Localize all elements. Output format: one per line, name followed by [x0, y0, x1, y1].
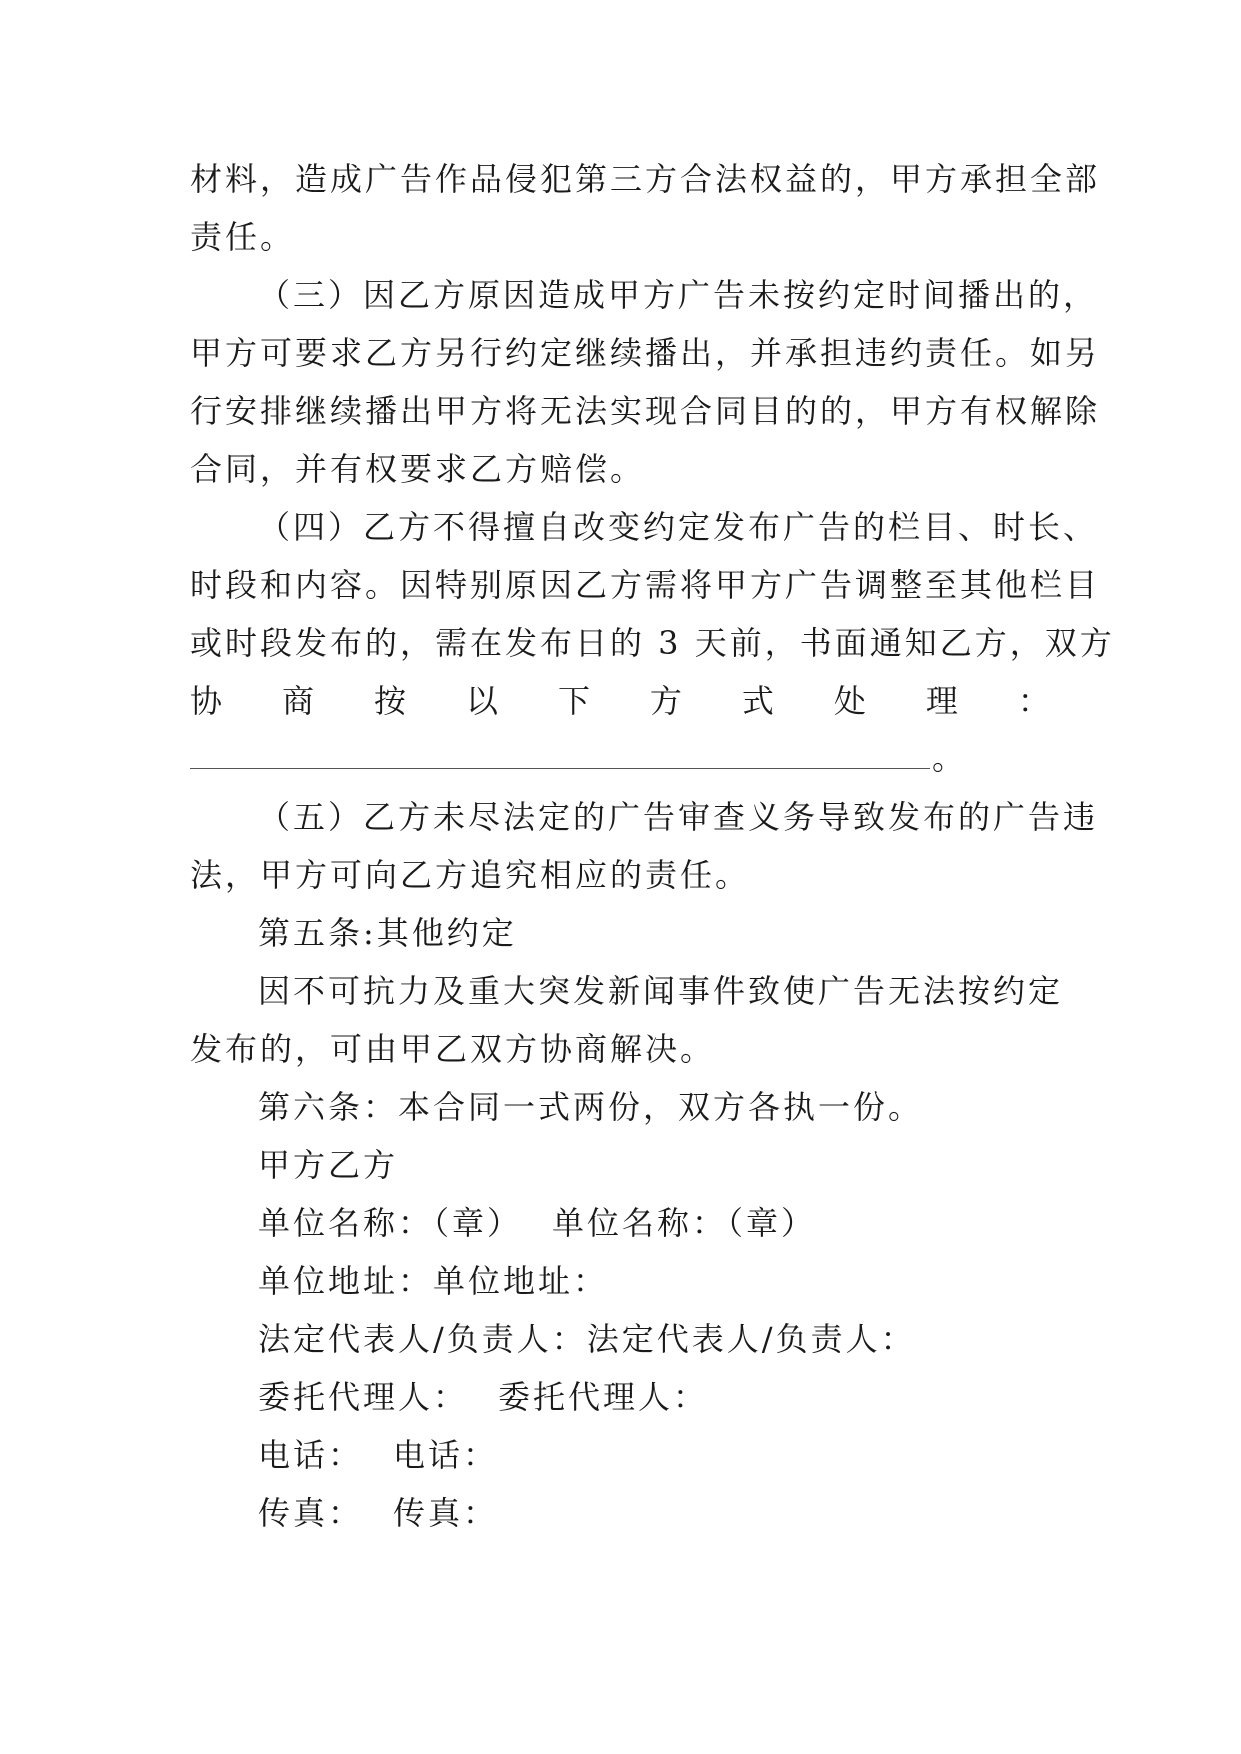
party-b-phone: 电话： [393, 1436, 499, 1474]
spread-char: ： [1017, 682, 1050, 720]
text-line: 合同，并有权要求乙方赔偿。 [190, 450, 646, 488]
spread-text-line [190, 672, 1050, 730]
text-line: 或时段发布的，需在发布日的 3 天前，书面通知乙方，双方 [190, 624, 1115, 662]
text-line: 甲方可要求乙方另行约定继续播出，并承担违约责任。如另 [190, 334, 1101, 372]
spread-char: 方 [649, 682, 682, 720]
text-line: 责任。 [190, 218, 296, 256]
clause-3-line: （三）因乙方原因造成甲方广告未按约定时间播出的， [258, 276, 1099, 314]
article-5-title: 第五条:其他约定 [258, 914, 517, 952]
clause-5-line: （五）乙方未尽法定的广告审查义务导致发布的广告违 [258, 798, 1099, 836]
blank-end-mark: 。 [932, 739, 965, 777]
signature-address: 单位地址：单位地址： [258, 1262, 609, 1300]
text-line: 时段和内容。因特别原因乙方需将甲方广告调整至其他栏目 [190, 566, 1101, 604]
signature-fax [190, 1484, 1050, 1542]
document-page [190, 150, 1115, 1542]
text-line: 发布的，可由甲乙双方协商解决。 [190, 1030, 716, 1068]
party-b-unit-name: 单位名称：（章） [552, 1204, 817, 1242]
signature-phone [190, 1426, 1050, 1484]
spread-char: 按 [373, 682, 406, 720]
party-b-agent: 委托代理人： [498, 1378, 709, 1416]
party-a-agent: 委托代理人： [258, 1378, 469, 1416]
parties-heading: 甲方乙方 [258, 1146, 399, 1184]
signature-agent [190, 1368, 1050, 1426]
spread-char: 理 [925, 682, 958, 720]
spread-char: 协 [190, 682, 223, 720]
party-a-fax: 传真： [258, 1494, 364, 1532]
spread-char: 以 [465, 682, 498, 720]
signature-unit-name [190, 1194, 1050, 1252]
party-a-phone: 电话： [258, 1436, 364, 1474]
spread-char: 处 [833, 682, 866, 720]
signature-representative: 法定代表人/负责人：法定代表人/负责人： [258, 1320, 916, 1358]
text-line: 行安排继续播出甲方将无法实现合同目的的，甲方有权解除 [190, 392, 1101, 430]
article-5-line: 因不可抗力及重大突发新闻事件致使广告无法按约定 [258, 972, 1064, 1010]
clause-4-line: （四）乙方不得擅自改变约定发布广告的栏目、时长、 [258, 508, 1099, 546]
party-a-unit-name: 单位名称：（章） [258, 1204, 523, 1242]
blank-underline [190, 768, 930, 769]
fill-in-blank [190, 730, 1050, 788]
text-line: 材料，造成广告作品侵犯第三方合法权益的，甲方承担全部 [190, 160, 1101, 198]
spread-char: 商 [281, 682, 314, 720]
article-6: 第六条：本合同一式两份，双方各执一份。 [258, 1088, 924, 1126]
spread-char: 下 [557, 682, 590, 720]
spread-char: 式 [741, 682, 774, 720]
text-line: 法，甲方可向乙方追究相应的责任。 [190, 856, 751, 894]
party-b-fax: 传真： [393, 1494, 499, 1532]
